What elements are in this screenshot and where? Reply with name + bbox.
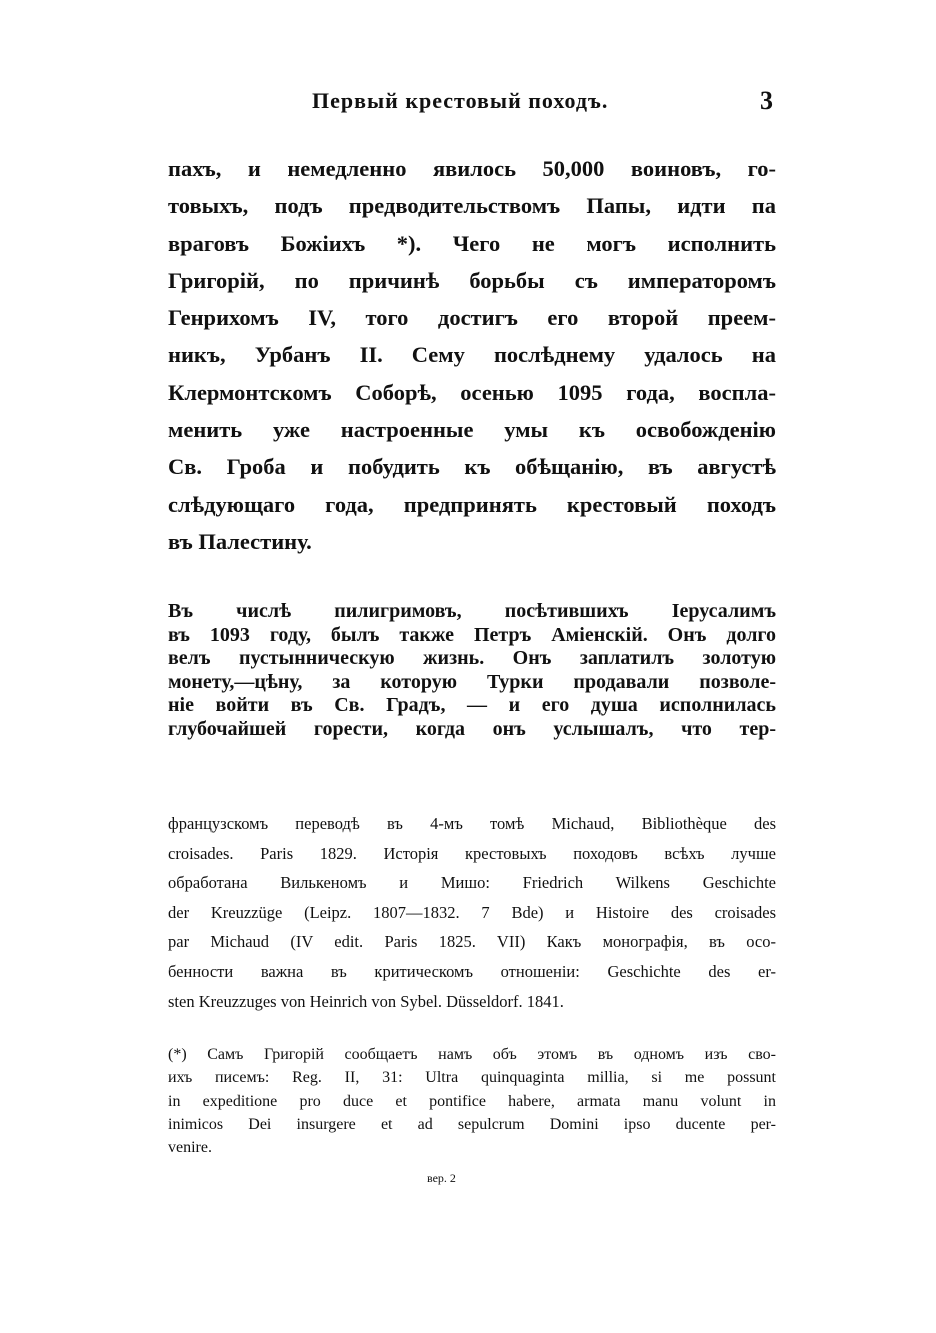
running-head-title: Первый крестовый походъ. <box>312 88 609 113</box>
text-line: бенности важна въ критическомъ отношеніи: Geschichte des er- <box>168 961 776 981</box>
text-line: никъ, Урбанъ II. Сему послѣднему удалось на <box>168 342 776 368</box>
footnote <box>168 1043 776 1159</box>
text-line: par Michaud (IV edit. Paris 1825. VII) Какъ монографія, въ осо- <box>168 932 776 952</box>
text-line: велъ пустынническую жизнь. Онъ заплатилъ золотую <box>168 647 776 669</box>
text-line: менить уже настроенные умы къ освобожденію <box>168 417 776 443</box>
text-line: французскомъ переводѣ въ 4-мъ томѣ Michaud, Bibliothèque des <box>168 814 776 833</box>
text-line: враговъ Божіихъ *). Чего не могъ исполнить <box>168 230 776 256</box>
text-line: въ Палестину. <box>168 528 312 554</box>
text-line: обработана Вилькеномъ и Мишо: Friedrich Wilkens Geschichte <box>168 873 776 893</box>
printer-signature-mark: вер. 2 <box>427 1171 456 1185</box>
text-line: der Kreuzzüge (Leipz. 1807—1832. 7 Bde) и Histoire des croisades <box>168 902 776 922</box>
text-line: пахъ, и немедленно явилось 50,000 воиновъ, го- <box>168 156 776 181</box>
bibliography-paragraph <box>168 809 776 1016</box>
page-number: 3 <box>760 86 773 115</box>
text-line: in expeditione pro duce et pontifice habere, armata manu volunt in <box>168 1092 776 1110</box>
text-line: глубочайшей горести, когда онъ услышалъ, что тер- <box>168 717 776 740</box>
text-line: монету,—цѣну, за которую Турки продавали позволе- <box>168 670 776 693</box>
text-line: venire. <box>168 1139 212 1157</box>
text-line: (*) Самъ Григорій сообщаетъ намъ объ этомъ въ одномъ изъ сво- <box>168 1046 776 1063</box>
text-line: Григорій, по причинѣ борьбы съ императоромъ <box>168 267 776 293</box>
text-line: croisades. Paris 1829. Исторія крестовыхъ походовъ всѣхъ лучше <box>168 843 776 863</box>
text-line: товыхъ, подъ предводительствомъ Папы, идти па <box>168 193 776 219</box>
text-line: Въ числѣ пилигримовъ, посѣтившихъ Іерусалимъ <box>168 600 776 622</box>
text-line: sten Kreuzzuges von Heinrich von Sybel. Düsseldorf. 1841. <box>168 991 564 1011</box>
main-paragraph <box>168 150 776 560</box>
text-line: inimicos Dei insurgere et ad sepulcrum Domini ipso ducente per- <box>168 1115 776 1133</box>
text-line: ніе войти въ Св. Градъ, — и его душа исполнилась <box>168 694 776 716</box>
text-line: въ 1093 году, былъ также Петръ Аміенскій. Онъ долго <box>168 623 776 646</box>
text-line: Св. Гроба и побудить къ обѣщанію, въ августѣ <box>168 454 776 480</box>
text-line: слѣдующаго года, предпринять крестовый походъ <box>168 491 776 517</box>
text-line: ихъ писемъ: Reg. II, 31: Ultra quinquaginta millia, si me possunt <box>168 1069 776 1087</box>
quote-paragraph <box>168 600 776 741</box>
text-line: Генрихомъ IV, того достигъ его второй преем- <box>168 305 776 331</box>
text-line: Клермонтскомъ Соборѣ, осенью 1095 года, воспла- <box>168 379 776 405</box>
